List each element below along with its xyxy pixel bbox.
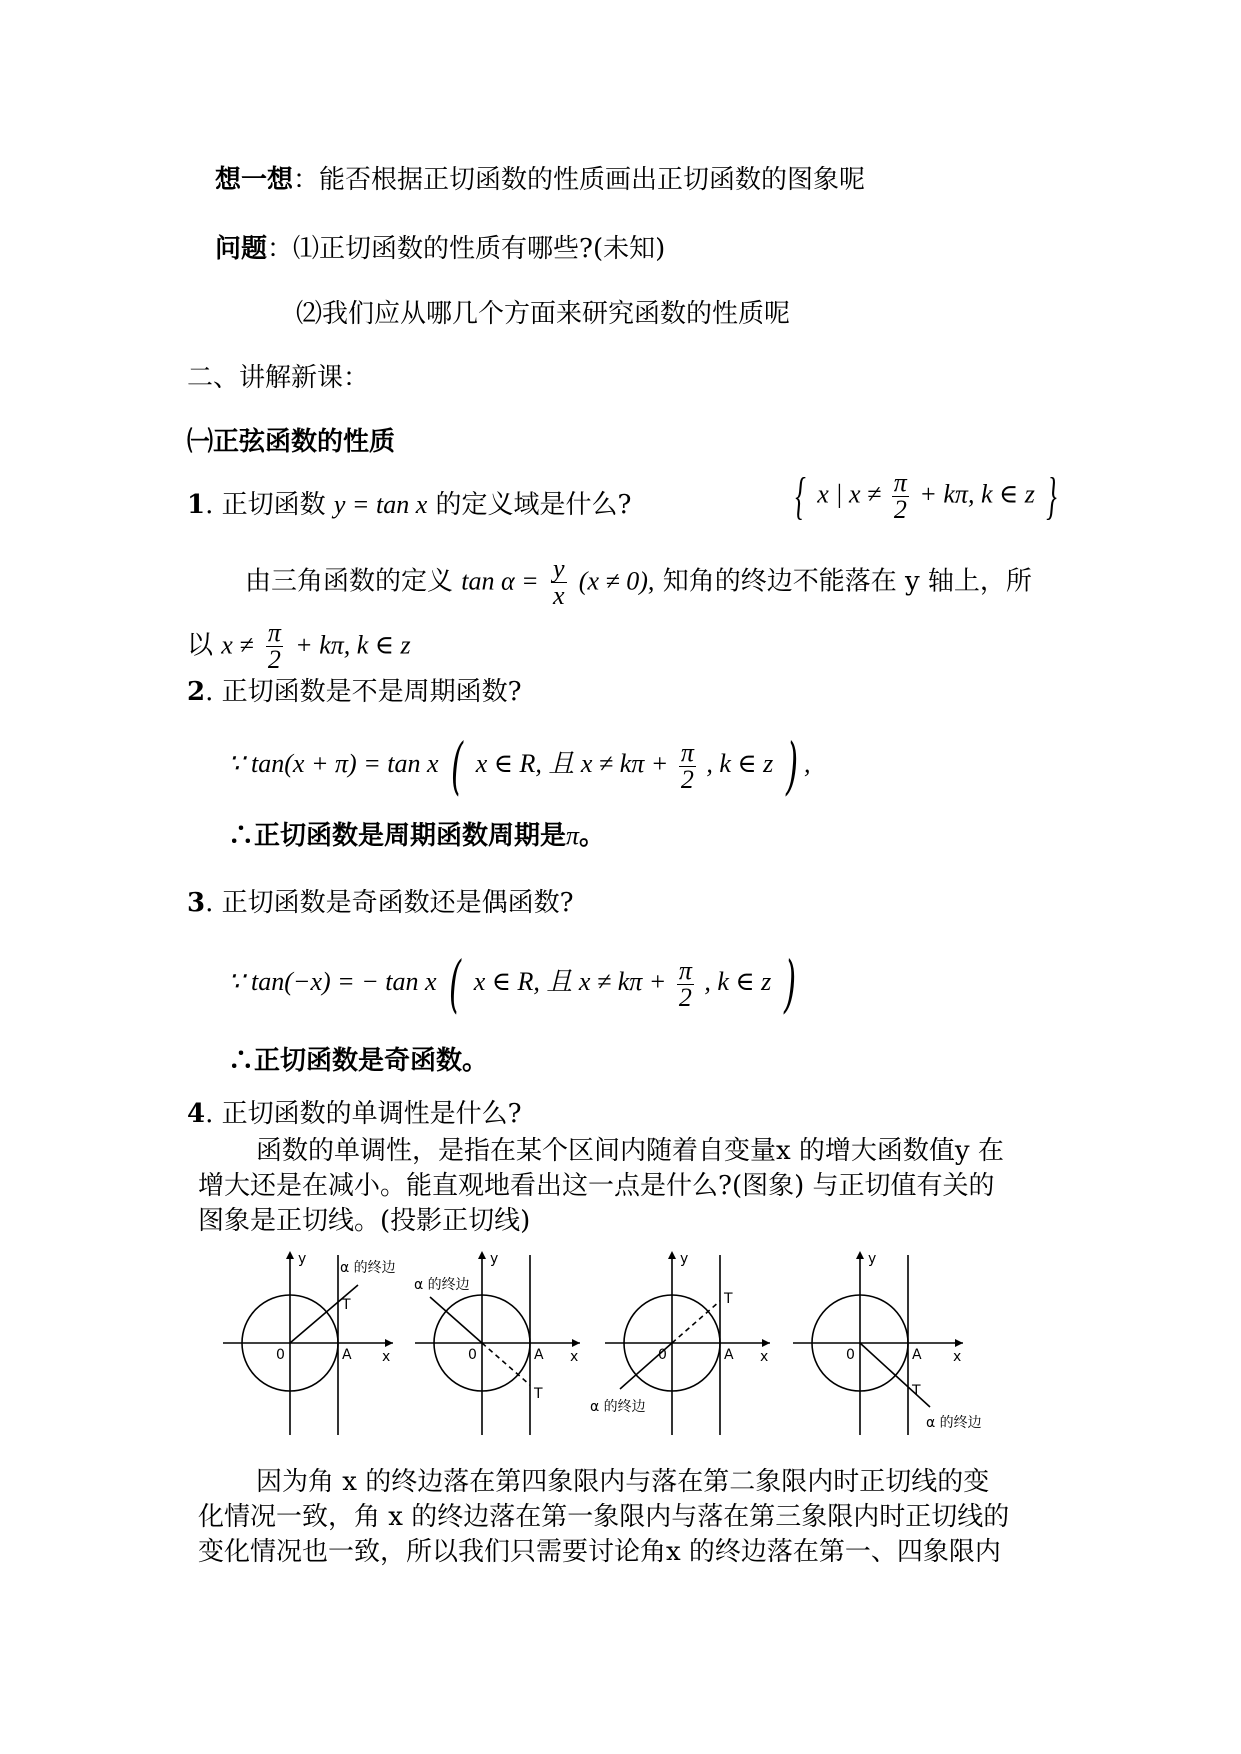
fraction-numerator: π bbox=[893, 468, 907, 497]
q2-conclusion-end: 。 bbox=[579, 821, 606, 851]
figure-quadrant-4 bbox=[793, 1253, 963, 1435]
origin-label: 0 bbox=[276, 1347, 285, 1363]
x-arrow bbox=[762, 1339, 770, 1347]
origin-label: 0 bbox=[658, 1347, 667, 1363]
left-paren: ( bbox=[451, 729, 464, 802]
fraction-denominator: 2 bbox=[680, 764, 694, 794]
left-brace: { bbox=[795, 467, 806, 525]
y-arrow bbox=[286, 1251, 294, 1259]
fraction-numerator: y bbox=[552, 554, 565, 583]
point-a-label: A bbox=[912, 1347, 922, 1363]
terminal-extension bbox=[482, 1343, 530, 1385]
point-t-label: T bbox=[724, 1291, 733, 1307]
q3-formula bbox=[228, 947, 802, 1020]
origin-label: 0 bbox=[846, 1347, 855, 1363]
x-arrow bbox=[955, 1339, 963, 1347]
q1-text-b: 的定义域是什么? bbox=[435, 490, 632, 520]
y-arrow bbox=[668, 1251, 676, 1259]
terminal-label: α 的终边 bbox=[590, 1399, 646, 1415]
q4-para1-line2: 增大还是在减小。能直观地看出这一点是什么?(图象) 与正切值有关的 bbox=[198, 1171, 995, 1201]
figure-quadrant-1 bbox=[223, 1253, 393, 1435]
q3-text: . 正切函数是奇函数还是偶函数? bbox=[205, 888, 574, 918]
q4-number: 4 bbox=[187, 1099, 206, 1129]
point-t-label: T bbox=[534, 1386, 543, 1402]
q1-line2-math: x ≠ bbox=[221, 630, 254, 660]
q1-line2-tail: + kπ, k ∈ z bbox=[295, 630, 411, 660]
q1-answer-fraction bbox=[892, 470, 909, 523]
fraction-denominator: 2 bbox=[267, 645, 281, 674]
point-a-label: A bbox=[724, 1347, 734, 1363]
q1-answer bbox=[790, 467, 1062, 525]
x-arrow bbox=[385, 1339, 393, 1347]
q1-explain-math-a: tan α = bbox=[461, 566, 539, 596]
y-label: y bbox=[298, 1251, 307, 1267]
think-text: ：能否根据正切函数的性质画出正切函数的图象呢 bbox=[293, 165, 866, 195]
right-brace: } bbox=[1046, 467, 1057, 525]
question-item-2: ⑵我们应从哪几个方面来研究函数的性质呢 bbox=[296, 299, 791, 329]
q1-explain-fraction bbox=[551, 556, 567, 609]
tangent-line-figures bbox=[218, 1245, 1018, 1445]
q1-line bbox=[187, 489, 631, 521]
q1-line2-a: 以 bbox=[187, 630, 214, 661]
terminal-side bbox=[290, 1285, 358, 1343]
point-t-label: T bbox=[912, 1383, 921, 1399]
fraction-denominator: x bbox=[552, 581, 565, 610]
terminal-label: α 的终边 bbox=[340, 1260, 396, 1276]
q3-conclusion: ∴正切函数是奇函数。 bbox=[228, 1046, 489, 1076]
q1-line2-fraction bbox=[266, 620, 283, 673]
q2-text: . 正切函数是不是周期函数? bbox=[205, 677, 522, 707]
point-a-label: A bbox=[534, 1347, 544, 1363]
right-paren: ) bbox=[783, 947, 796, 1020]
q3-formula-c: , k ∈ z bbox=[704, 966, 772, 996]
think-label: 想一想 bbox=[215, 165, 294, 195]
q4-para1-line3: 图象是正切线。(投影正切线) bbox=[198, 1206, 531, 1236]
x-arrow bbox=[572, 1339, 580, 1347]
question-line-2 bbox=[296, 298, 790, 330]
y-arrow bbox=[856, 1251, 864, 1259]
q3-formula-b: x ∈ R, 且 x ≠ kπ + bbox=[473, 966, 667, 996]
q1-explain-a: 由三角函数的定义 bbox=[245, 566, 454, 597]
fraction-denominator: 2 bbox=[678, 982, 692, 1012]
q4-text: . 正切函数的单调性是什么? bbox=[205, 1099, 522, 1129]
q2-formula-a: ∵ tan(x + π) = tan x bbox=[228, 748, 439, 778]
q3-line bbox=[187, 887, 574, 919]
y-label: y bbox=[868, 1251, 877, 1267]
question-item-1: ：⑴正切函数的性质有哪些?(未知) bbox=[267, 234, 666, 264]
question-line-1 bbox=[215, 233, 665, 265]
q1-explain-b: 知角的终边不能落在 y 轴上，所 bbox=[662, 566, 1032, 597]
y-arrow bbox=[478, 1251, 486, 1259]
terminal-label: α 的终边 bbox=[414, 1277, 470, 1293]
q2-formula-b: x ∈ R, 且 x ≠ kπ + bbox=[475, 748, 669, 778]
terminal-side bbox=[430, 1297, 482, 1343]
origin-label: 0 bbox=[468, 1347, 477, 1363]
q2-conclusion-pi: π bbox=[566, 821, 580, 850]
x-label: x bbox=[760, 1349, 769, 1365]
x-label: x bbox=[570, 1349, 579, 1365]
q2-number: 2 bbox=[187, 677, 206, 707]
q2-conclusion-text: ∴正切函数是周期函数周期是 bbox=[228, 821, 567, 851]
section-heading: 二、讲解新课： bbox=[187, 363, 370, 393]
y-label: y bbox=[680, 1251, 689, 1267]
q1-answer-tail: + kπ, k ∈ z bbox=[919, 479, 1035, 509]
q3-number: 3 bbox=[187, 888, 206, 918]
left-paren: ( bbox=[449, 947, 462, 1020]
question-label: 问题 bbox=[215, 234, 268, 264]
q4-para1-line1: 函数的单调性，是指在某个区间内随着自变量x 的增大函数值y 在 bbox=[256, 1136, 1004, 1166]
q2-formula-fraction bbox=[679, 737, 696, 794]
point-a-label: A bbox=[342, 1347, 352, 1363]
think-line bbox=[215, 164, 865, 196]
q3-formula-a: ∵ tan(−x) = − tan x bbox=[228, 966, 437, 996]
terminal-extension bbox=[672, 1301, 720, 1343]
y-label: y bbox=[490, 1251, 499, 1267]
q1-answer-open: x | x ≠ bbox=[817, 479, 882, 509]
q1-math: y = tan x bbox=[333, 490, 428, 519]
point-t-label: T bbox=[342, 1297, 351, 1313]
q4-para2-line1: 因为角 x 的终边落在第四象限内与落在第二象限内时正切线的变 bbox=[256, 1467, 990, 1497]
q1-explain-math-b: (x ≠ 0), bbox=[578, 566, 655, 596]
right-paren: ) bbox=[785, 729, 798, 802]
q2-formula bbox=[228, 729, 811, 802]
x-label: x bbox=[953, 1349, 962, 1365]
subsection-heading: ㈠正弦函数的性质 bbox=[187, 427, 396, 457]
x-label: x bbox=[382, 1349, 391, 1365]
fraction-numerator: π bbox=[267, 618, 281, 647]
q1-number: 1 bbox=[187, 490, 206, 520]
q2-formula-c: , k ∈ z bbox=[706, 748, 774, 778]
q3-formula-fraction bbox=[677, 955, 694, 1012]
q1-explain-2 bbox=[187, 620, 411, 673]
fraction-numerator: π bbox=[678, 955, 692, 985]
terminal-label: α 的终边 bbox=[926, 1415, 982, 1431]
q4-line bbox=[187, 1098, 522, 1130]
q2-conclusion bbox=[228, 820, 605, 852]
fraction-numerator: π bbox=[680, 737, 694, 767]
q1-explain bbox=[245, 556, 1032, 609]
fraction-denominator: 2 bbox=[893, 495, 907, 524]
q4-para2-line2: 化情况一致，角 x 的终边落在第一象限内与落在第三象限内时正切线的 bbox=[198, 1502, 1010, 1532]
q4-para2-line3: 变化情况也一致，所以我们只需要讨论角x 的终边落在第一、四象限内 bbox=[198, 1537, 1001, 1567]
q2-formula-end: , bbox=[803, 748, 811, 778]
q1-text-a: . 正切函数 bbox=[205, 490, 326, 520]
q2-line bbox=[187, 676, 522, 708]
